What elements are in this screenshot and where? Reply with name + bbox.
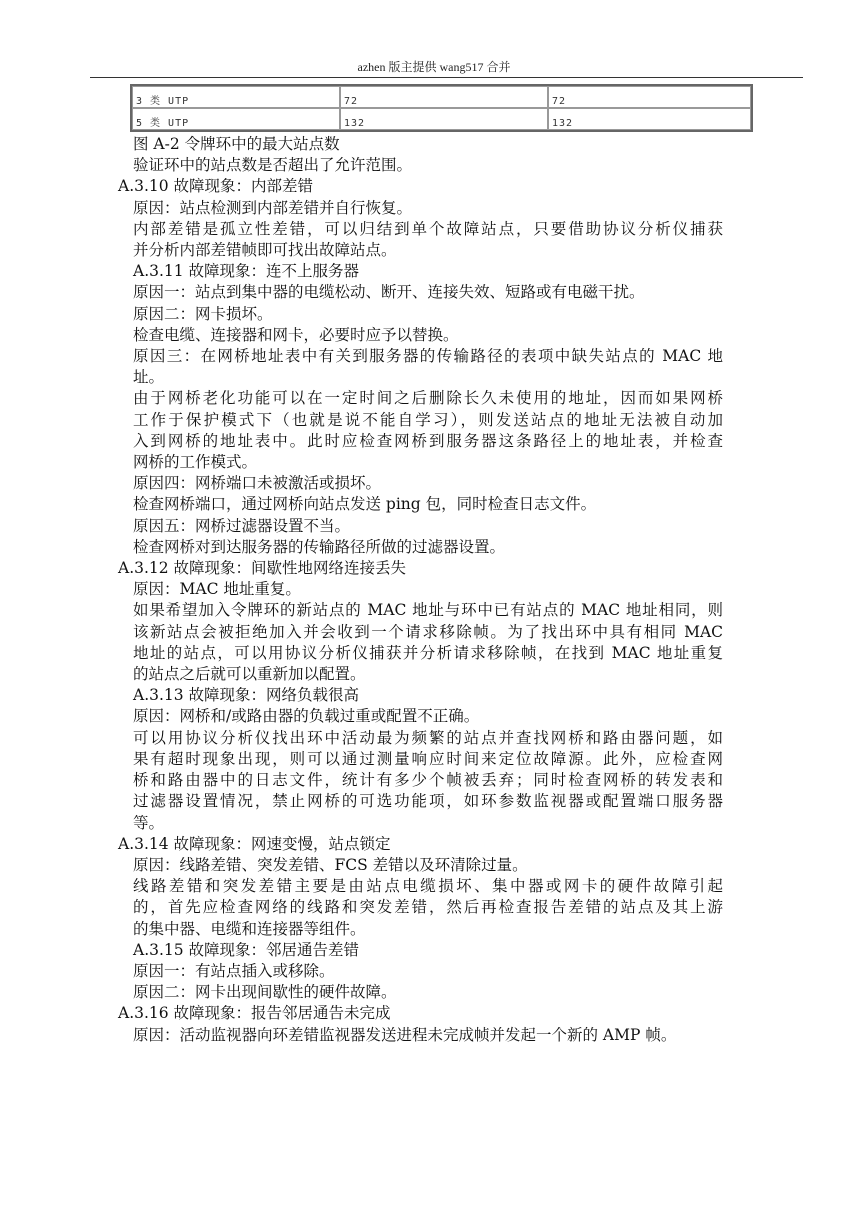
text-line: 并分析内部差错帧即可找出故障站点。 <box>133 241 397 260</box>
text-line: 原因一：站点到集中器的电缆松动、断开、连接失效、短路或有电磁干扰。 <box>133 283 645 302</box>
text-line: 内部差错是孤立性差错，可以归结到单个故障站点，只要借助协议分析仪捕获 <box>133 219 723 238</box>
text-line: 原因二：网卡损坏。 <box>133 304 273 323</box>
text-line: 原因三：在网桥地址表中有关到服务器的传输路径的表项中缺失站点的 MAC 地 <box>133 347 723 366</box>
text-line: 工作于保护模式下（也就是说不能自学习），则发送站点的地址无法被自动加 <box>133 410 723 429</box>
text-line: 线路差错和突发差错主要是由站点电缆损坏、集中器或网卡的硬件故障引起 <box>133 877 723 896</box>
text-line: A.3.10 故障现象：内部差错 <box>118 177 314 196</box>
text-line: A.3.13 故障现象：网络负载很高 <box>133 686 360 705</box>
text-line: A.3.12 故障现象：间歇性地网络连接丢失 <box>118 559 407 578</box>
table-cell: 72 <box>340 86 548 108</box>
text-line: 检查网桥对到达服务器的传输路径所做的过滤器设置。 <box>133 537 506 556</box>
text-line: A.3.16 故障现象：报告邻居通告未完成 <box>118 1004 391 1023</box>
text-line: 验证环中的站点数是否超出了允许范围。 <box>133 156 413 175</box>
text-line: 原因一：有站点插入或移除。 <box>133 961 335 980</box>
text-line: 果有超时现象出现，则可以通过测量响应时间来定位故障源。此外，应检查网 <box>133 749 723 768</box>
table-cell: 5 类 UTP <box>132 108 340 130</box>
text-line: 原因：网桥和/或路由器的负载过重或配置不正确。 <box>133 707 480 726</box>
header-rule <box>90 77 803 78</box>
text-line: 可以用协议分析仪找出环中活动最为频繁的站点并查找网桥和路由器问题，如 <box>133 728 723 747</box>
text-line: 的站点之后就可以重新加以配置。 <box>133 665 366 684</box>
text-line: 原因：站点检测到内部差错并自行恢复。 <box>133 198 413 217</box>
page-header: azhen 版主提供 wang517 合并 <box>357 60 511 74</box>
document-body <box>0 134 868 1046</box>
text-line: 原因：线路差错、突发差错、FCS 差错以及环清除过量。 <box>133 855 528 874</box>
text-line: 图 A-2 令牌环中的最大站点数 <box>133 135 340 153</box>
text-line: 入到网桥的地址表中。此时应检查网桥到服务器这条路径上的地址表，并检查 <box>133 431 723 450</box>
text-line: 由于网桥老化功能可以在一定时间之后删除长久未使用的地址，因而如果网桥 <box>133 389 723 408</box>
text-line: 如果希望加入令牌环的新站点的 MAC 地址与环中已有站点的 MAC 地址相同，则 <box>133 601 723 620</box>
text-line: 原因：MAC 地址重复。 <box>133 580 301 599</box>
table-cell: 132 <box>548 108 751 130</box>
text-line: 的集中器、电缆和连接器等组件。 <box>133 919 366 938</box>
text-line: 原因四：网桥端口未被激活或损坏。 <box>133 474 382 493</box>
table-row <box>132 108 751 130</box>
table-cell: 72 <box>548 86 751 108</box>
text-line: A.3.15 故障现象：邻居通告差错 <box>133 940 360 959</box>
text-line: 址。 <box>133 368 165 387</box>
table-row <box>132 86 751 108</box>
text-line: 原因二：网卡出现间歇性的硬件故障。 <box>133 983 397 1002</box>
text-line: 的，首先应检查网络的线路和突发差错，然后再检查报告差错的站点及其上游 <box>133 898 723 917</box>
table-cell: 3 类 UTP <box>132 86 340 108</box>
table-cell: 132 <box>340 108 548 130</box>
text-line: 等。 <box>133 813 165 832</box>
text-line: 桥和路由器中的日志文件，统计有多少个帧被丢弃；同时检查网桥的转发表和 <box>133 771 723 790</box>
text-line: 过滤器设置情况，禁止网桥的可选功能项，如环参数监视器或配置端口服务器 <box>133 792 723 811</box>
text-line: 原因五：网桥过滤器设置不当。 <box>133 516 351 535</box>
text-line: 原因：活动监视器向环差错监视器发送进程未完成帧并发起一个新的 AMP 帧。 <box>133 1025 677 1044</box>
text-line: 该新站点会被拒绝加入并会收到一个请求移除帧。为了找出环中具有相同 MAC <box>133 622 723 641</box>
text-line: A.3.11 故障现象：连不上服务器 <box>133 262 360 281</box>
text-line: 检查电缆、连接器和网卡，必要时应予以替换。 <box>133 325 459 344</box>
text-line: 网桥的工作模式。 <box>133 453 258 472</box>
text-line: 检查网桥端口，通过网桥向站点发送 ping 包，同时检查日志文件。 <box>133 495 597 514</box>
text-line: 地址的站点，可以用协议分析仪捕获并分析请求移除帧，在找到 MAC 地址重复 <box>133 643 723 662</box>
utp-table <box>130 84 753 132</box>
text-line: A.3.14 故障现象：网速变慢，站点锁定 <box>118 834 391 853</box>
